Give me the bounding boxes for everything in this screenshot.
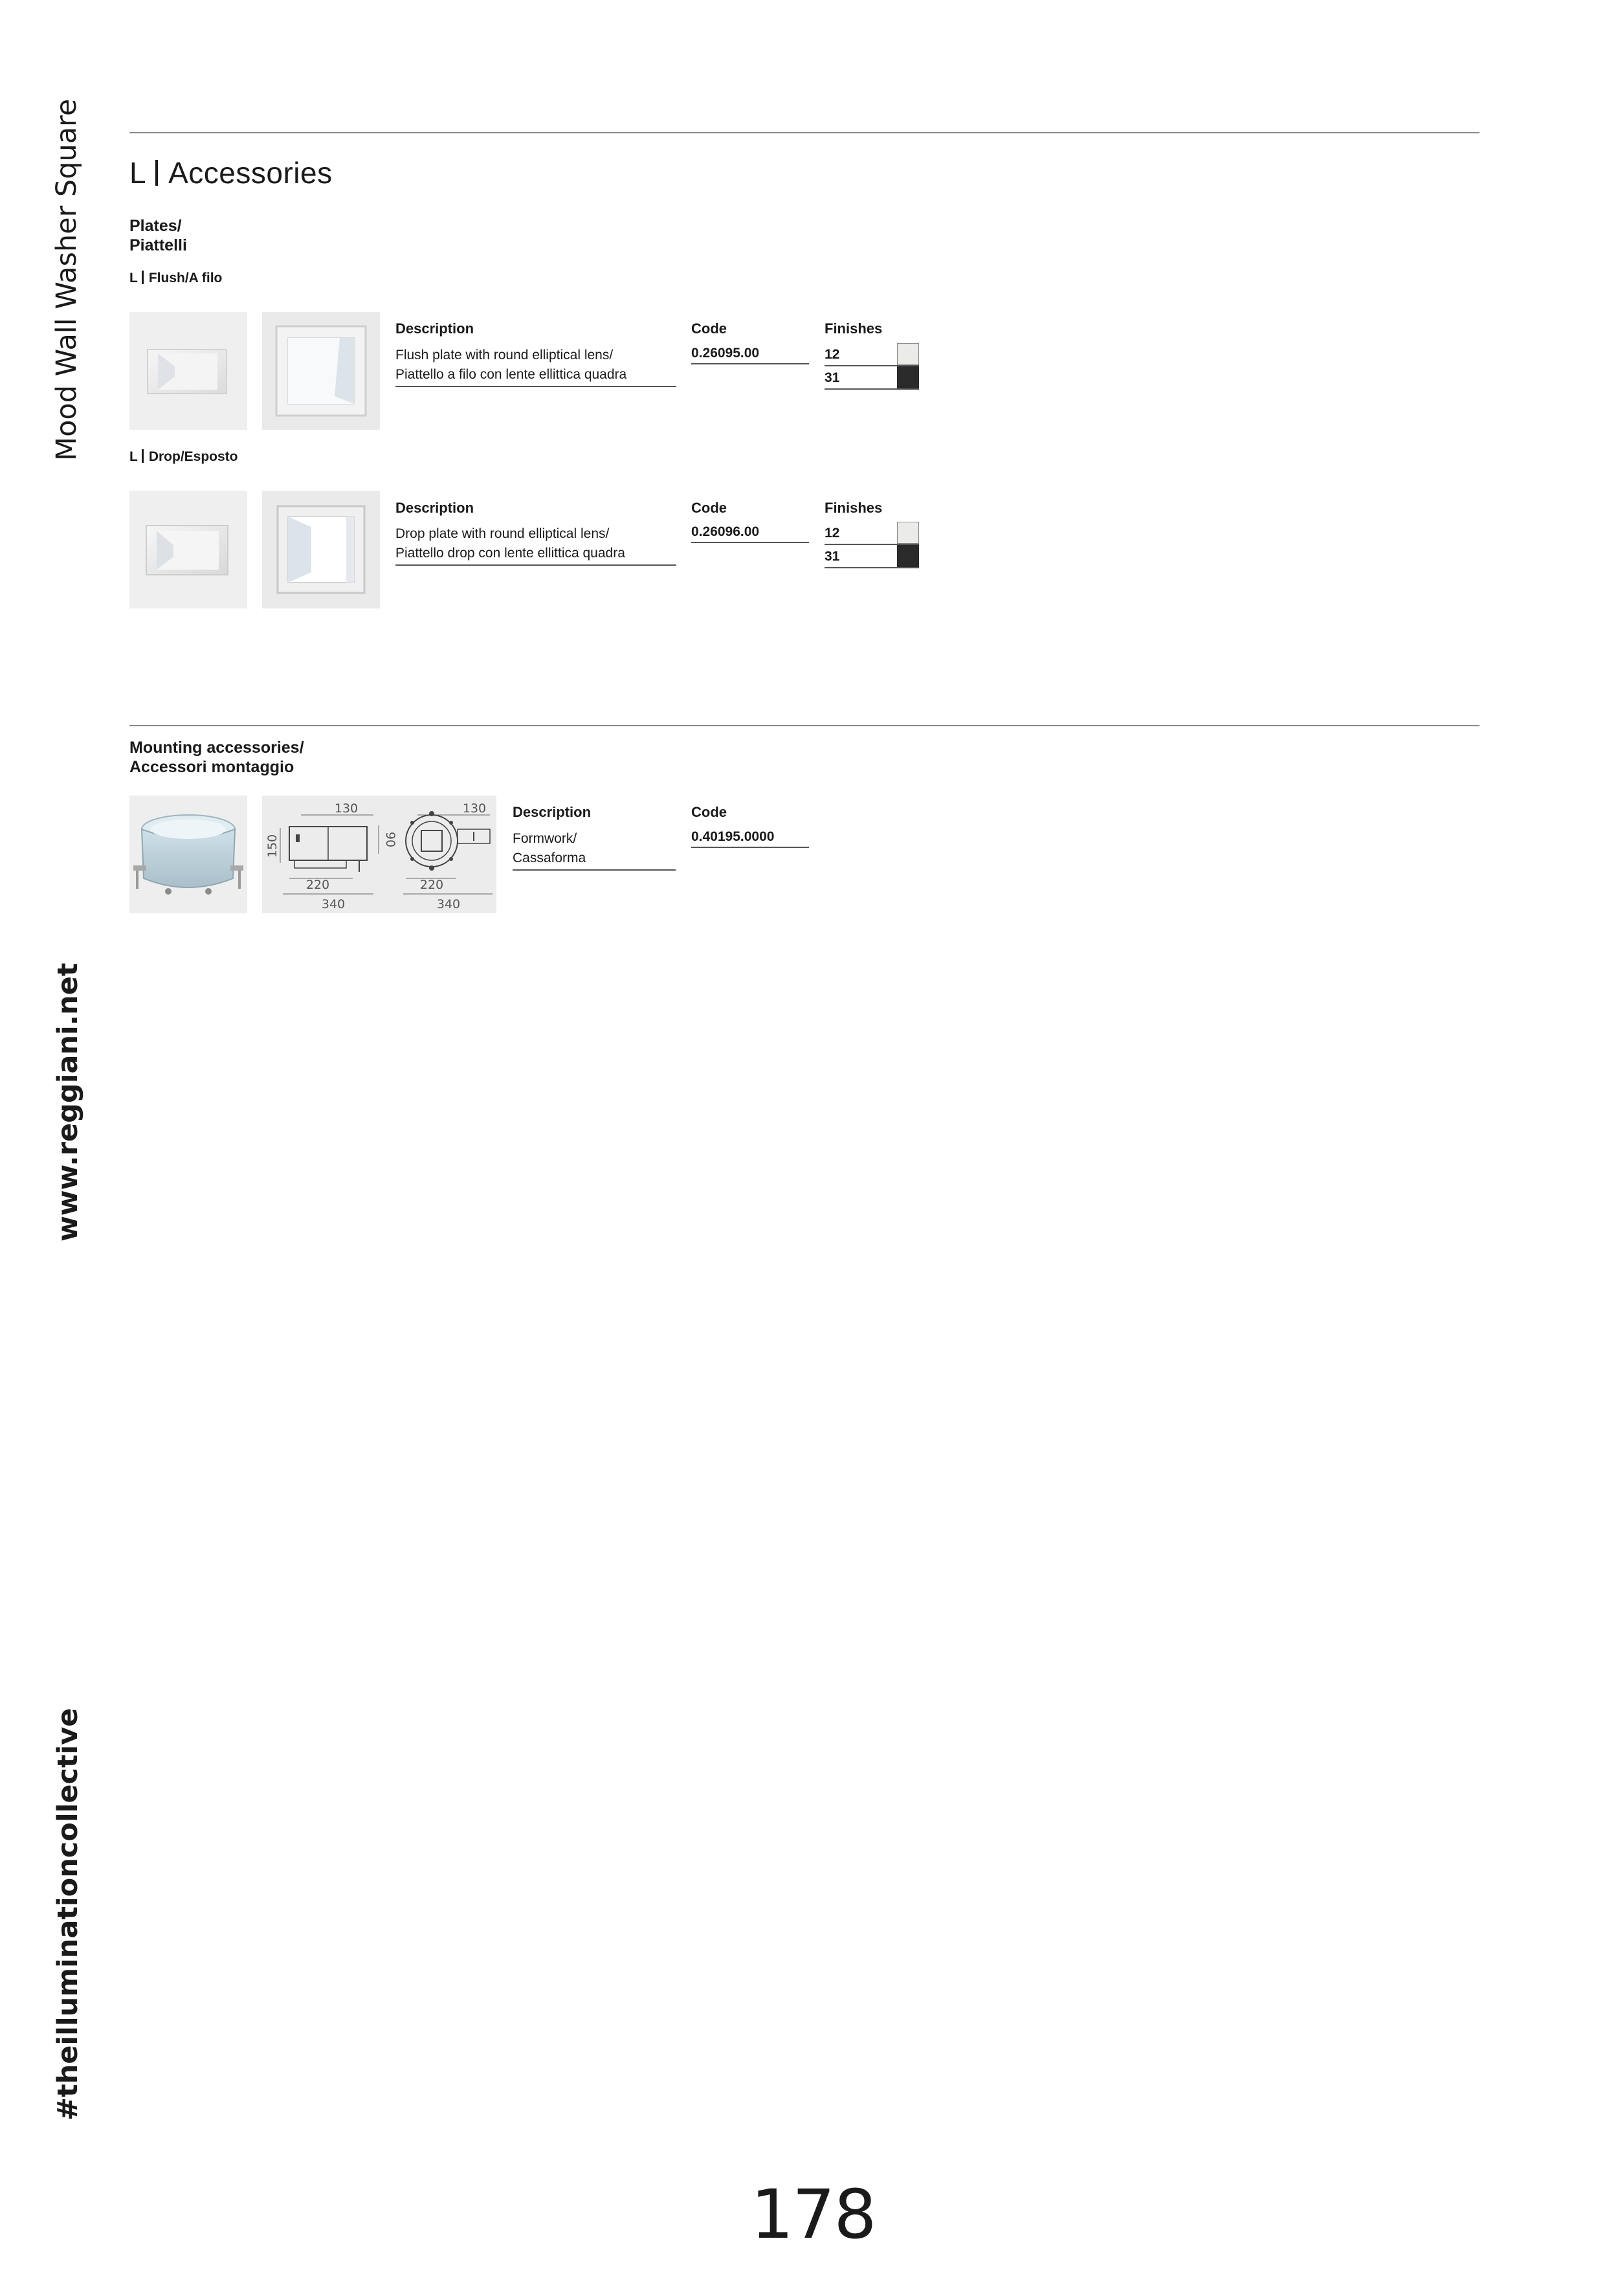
formwork-technical-drawing	[262, 796, 496, 913]
flush-plate-photo-small	[129, 312, 247, 430]
flush-description-header: Description	[395, 320, 474, 337]
plates-heading: Plates/ Piattelli	[129, 217, 187, 254]
finish-swatch-white	[897, 522, 919, 544]
flush-finishes-header: Finishes	[825, 320, 883, 337]
flush-finish-row	[825, 366, 919, 390]
drop-description-header: Description	[395, 500, 474, 516]
flush-label-text: Flush/A filo	[148, 271, 223, 285]
page-number: 178	[751, 2175, 876, 2254]
dim-side-bottom-2: 340	[321, 897, 346, 911]
drop-letter: L	[129, 449, 138, 464]
finish-number: 31	[825, 370, 840, 385]
dim-front-bottom-2: 340	[436, 897, 461, 911]
dim-front-top: 130	[462, 801, 487, 816]
finish-swatch-black	[897, 366, 919, 388]
section-letter: L	[129, 156, 147, 190]
flush-description: Flush plate with round elliptical lens/ Piattello a filo con lente ellittica quadra	[395, 346, 676, 387]
dim-side-inner-height: 90	[383, 831, 397, 848]
mounting-code-header: Code	[691, 804, 727, 820]
flush-letter: L	[129, 271, 138, 285]
flush-code-header: Code	[691, 320, 727, 337]
dim-side-bottom-1: 220	[305, 878, 330, 892]
finish-number: 31	[825, 549, 840, 564]
sidebar-website[interactable]: www.reggiani.net	[52, 963, 84, 1242]
dim-side-height: 150	[265, 834, 280, 858]
drop-finishes-header: Finishes	[825, 500, 883, 516]
top-divider	[129, 132, 1479, 133]
drop-description: Drop plate with round elliptical lens/ Piattello drop con lente ellittica quadra	[395, 524, 676, 566]
sidebar-hashtag: #theilluminationcollective	[52, 1708, 84, 2121]
flush-finish-row	[825, 343, 919, 366]
drop-plate-photo-small	[129, 491, 247, 608]
dim-front-bottom-1: 220	[419, 878, 444, 892]
dim-side-top: 130	[334, 801, 359, 816]
flush-plate-photo-large	[262, 312, 380, 430]
drop-finish-row	[825, 545, 919, 568]
mounting-description: Formwork/ Cassaforma	[513, 829, 676, 871]
finish-number: 12	[825, 347, 840, 362]
drop-finish-row	[825, 522, 919, 545]
mounting-code: 0.40195.0000	[691, 829, 809, 848]
finish-number: 12	[825, 526, 840, 541]
drop-plate-photo-large	[262, 491, 380, 608]
finish-swatch-black	[897, 545, 919, 567]
drop-label-text: Drop/Esposto	[148, 449, 238, 464]
sidebar-product-name: Mood Wall Washer Square	[50, 98, 83, 461]
drop-separator	[142, 449, 144, 463]
formwork-photo	[129, 796, 247, 913]
flush-separator	[142, 271, 144, 284]
section-title-text: Accessories	[168, 156, 333, 190]
flush-label	[129, 271, 222, 286]
drop-label	[129, 449, 238, 465]
section-title	[129, 155, 333, 190]
flush-code: 0.26095.00	[691, 346, 809, 364]
title-separator	[155, 160, 158, 186]
mid-divider	[129, 725, 1479, 726]
drop-code: 0.26096.00	[691, 524, 809, 543]
mounting-description-header: Description	[513, 804, 592, 820]
mounting-heading: Mounting accessories/ Accessori montaggio	[129, 739, 304, 776]
finish-swatch-white	[897, 343, 919, 365]
drop-code-header: Code	[691, 500, 727, 516]
